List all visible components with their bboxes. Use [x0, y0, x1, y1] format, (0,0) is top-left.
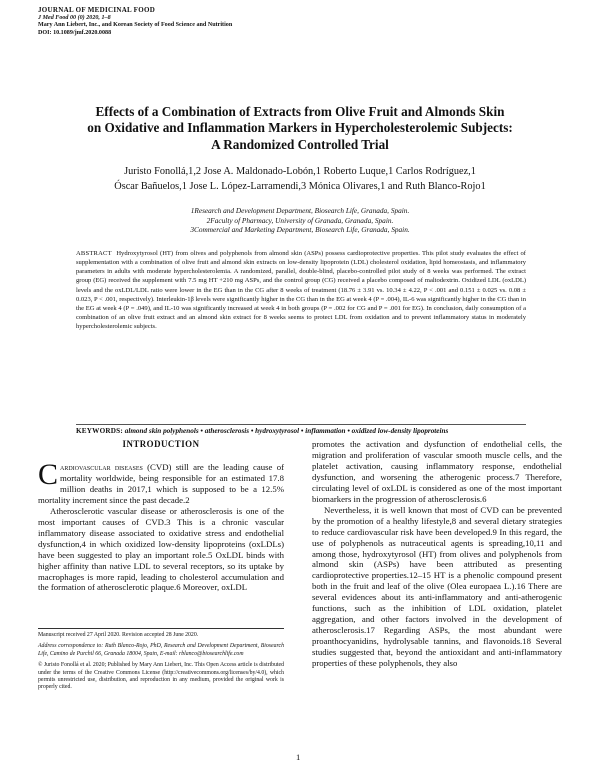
author-list: [40, 164, 560, 194]
intro-column-right: [312, 439, 562, 669]
footnote-divider: [38, 628, 284, 629]
doi[interactable]: DOI: 10.1089/jmf.2020.0088: [38, 29, 112, 36]
title-line-1: Effects of a Combination of Extracts from Olive Fruit and Almonds Skin: [95, 104, 505, 119]
footnote-correspondence: [38, 643, 284, 658]
affiliations: [40, 206, 560, 235]
correspondence-address[interactable]: Ruth Blanco-Rojo, PhD, Research and Development Department, Biosearch Life, Camino de Purchil 66, Granada 18004, Spain, E-mail: rblanco@biosearchlife.com: [38, 643, 284, 657]
affiliation-1: 1Research and Development Department, Biosearch Life, Granada, Spain.: [190, 206, 410, 215]
footnote-copyright: © Juristo Fonollá et al. 2020; Published by Mary Ann Liebert, Inc. This Open Access article is distributed under the terms of the Creative Commons License (http://creativecommons.org/licenses/by/4.0), which permits unrestricted use, distribution, and reproduction in any medium, provided the original work is properly cited.: [38, 662, 284, 691]
journal-citation: J Med Food 00 (0) 2020, 1–8: [38, 14, 111, 21]
footnote-received: Manuscript received 27 April 2020. Revision accepted 28 June 2020.: [38, 632, 199, 638]
intro-right-paragraph-1: promotes the activation and dysfunction of endothelial cells, the migration and proliferation of vascular smooth muscle cells, and the platelet activation, causing inflammatory response, endothelial dysfunction, and worsening the atherogenic process.7 Therefore, circulating level of oxLDL is considered as one of the most important biomarkers in the progression of atherosclerosis.6: [312, 439, 562, 504]
abstract: [76, 249, 526, 331]
abstract-divider: [76, 424, 526, 425]
intro-column-left: [38, 458, 284, 593]
keywords-label: KEYWORDS:: [76, 427, 123, 435]
keywords-text: almond skin polyphenols • atherosclerosis • hydroxytyrosol • inflammation • oxidized low-density lipoproteins: [124, 427, 449, 435]
journal-name: JOURNAL OF MEDICINAL FOOD: [38, 6, 156, 14]
running-header: [38, 7, 232, 37]
article-title: [40, 104, 560, 153]
intro-right-paragraph-2: Nevertheless, it is well known that most of CVD can be prevented by the promotion of a healthy lifestyle,8 and several dietary strategies to reduce cardiovascular risk have been developed.9 In this regard, the use of polyphenols as nutraceutical agents is spreading,10,11 and among those, hydroxytyrosol (HT) from olives and polyphenols from almond skin (ASPs) have been attributed as presenting cardioprotective properties.12–15 HT is a phenolic compound present both in the fruit and leaf of the olive (Olea europaea L.).16 There are several evidences about its anti-inflammatory and anti-atherogenic functions, such as the inhibition of LDL oxidation, platelet aggregation, and other factors involved in the development of atherosclerosis.17 Regarding ASPs, the most abundant were proanthocyanidins, hydrolysable tannins, and flavonoids.18 Several studies suggested that, beyond the antioxidant and anti-inflammatory properties of these polyphenols, they also: [312, 504, 562, 669]
authors-line-1: Juristo Fonollá,1,2 Jose A. Maldonado-Lobón,1 Roberto Luque,1 Carlos Rodríguez,1: [124, 166, 476, 177]
authors-line-2: Óscar Bañuelos,1 Jose L. López-Larramendi,3 Mónica Olivares,1 and Ruth Blanco-Rojo1: [114, 181, 486, 192]
intro-paragraph-1: [38, 458, 284, 506]
lead-small-caps: ardiovascular diseases: [60, 462, 143, 472]
intro-paragraph-2: Atherosclerotic vascular disease or atherosclerosis is one of the most important causes of CVD.3 This is a chronic vascular inflammatory disease associated to oxidative stress and endothelial dysfunction,4 in which oxidized low-density lipoproteins (oxLDLs) have been suggested to play an important role.5 OxLDL binds with higher affinity than native LDL to several receptors, so its uptake by macrophages is more rapid, leading to cholesterol accumulation and the formation of atherosclerotic plaque.6 Moreover, oxLDL: [38, 505, 284, 593]
abstract-text: Hydroxytyrosol (HT) from olives and polyphenols from almond skin (ASPs) possess cardioprotective properties. This pilot study evaluates the effect of supplementation with a combination of olive fruit and almond skin extracts on low-density lipoprotein (LDL) cholesterol oxidation, lipid homeostasis, and inflammatory parameters in adults with moderate hypercholesterolemia. A randomized, parallel, double-blind, placebo-controlled pilot study of 8 weeks was performed. The extract group (EG) received the supplement with 7.5 mg HT +210 mg ASPs, and the control group (CG) received a placebo composed of maltodextrin. Oxidized LDL (oxLDL) levels and the oxLDL/LDL ratio were lower in the EG than in the CG after 8 weeks of treatment (18.76 ± 3.91 vs. 10.34 ± 4.22, P < .001 and 0.151 ± 0.025 vs. 0.08 ± 0.023, P < .001, respectively). Interleukin-1β levels were significantly higher in the CG than in the EG at week 4 (P = .004), IL-6 was significantly higher in the CG than in the EG at week 4 (P = .049), and IL-10 was significantly increased at week 4 in both groups (P = .002 for CG and P = .001 for EG). In conclusion, daily consumption of a combination of an olive fruit extract and an almond skin extract for 8 weeks seems to protect LDL from oxidation and to prevent inflammatory status in moderately hypercholesterolemic subjects.: [76, 250, 526, 331]
affiliation-2: 2Faculty of Pharmacy, University of Granada, Granada, Spain.: [206, 215, 394, 225]
footnotes: [38, 632, 284, 696]
title-line-3: A Randomized Controlled Trial: [211, 136, 389, 152]
correspondence-label: Address correspondence to:: [38, 643, 104, 650]
page-number: 1: [296, 752, 301, 762]
title-line-2: on Oxidative and Inflammation Markers in Hypercholesterolemic Subjects:: [87, 120, 513, 136]
keywords: [76, 427, 526, 437]
intro-paragraph-1-text: (CVD) still are the leading cause of mortality worldwide, being responsible for an estimated 17.8 million deaths in 2017,1 which is supposed to be a 12.5% mortality increment since the past decade.2: [38, 462, 284, 505]
publisher-line: Mary Ann Liebert, Inc., and Korean Society of Food Science and Nutrition: [38, 22, 233, 29]
affiliation-3: 3Commercial and Marketing Department, Biosearch Life, Granada, Spain.: [190, 225, 410, 235]
section-heading-introduction: INTRODUCTION: [122, 439, 200, 449]
abstract-label: ABSTRACT: [76, 250, 112, 257]
drop-cap: C: [38, 458, 59, 491]
